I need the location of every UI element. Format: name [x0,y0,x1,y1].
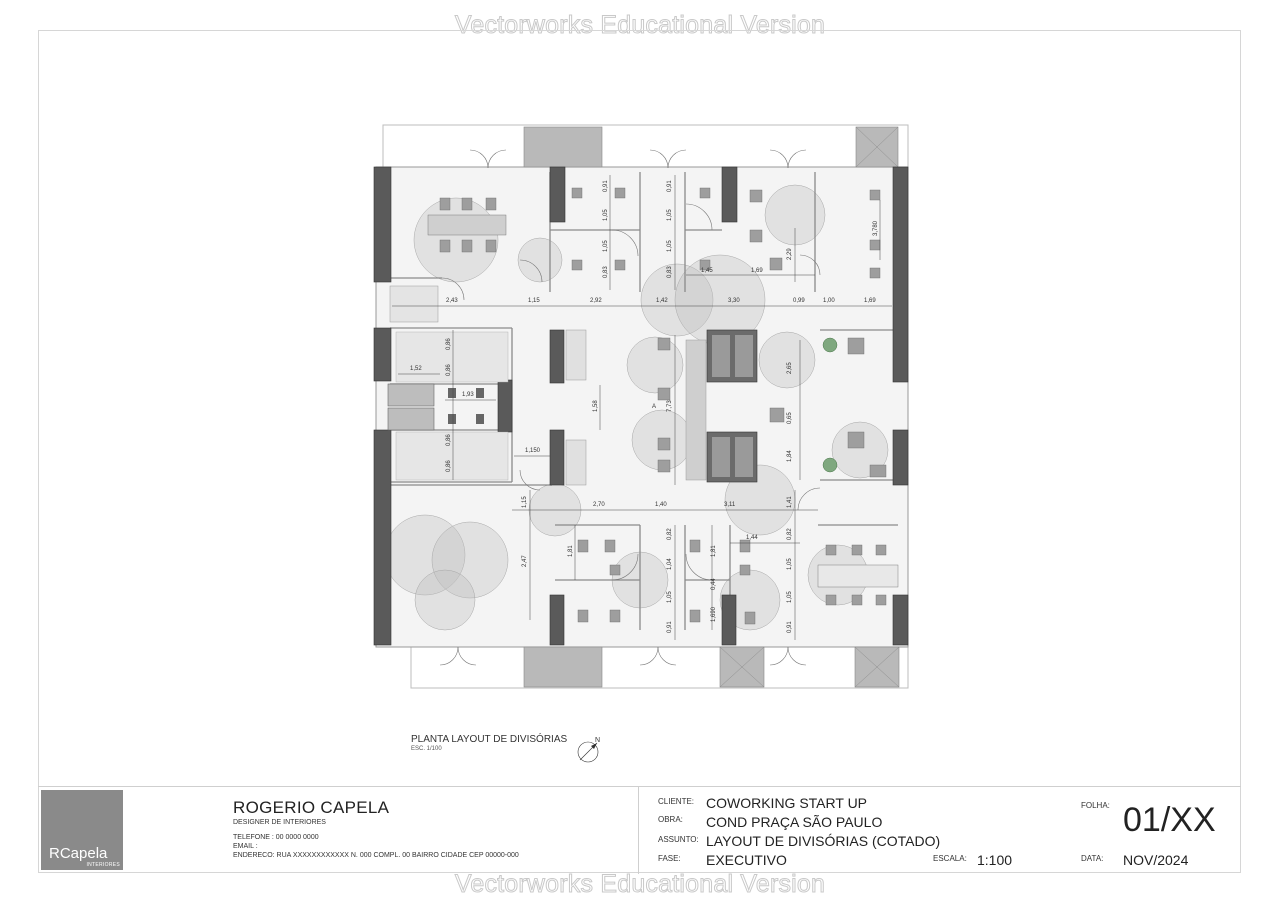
dim-label: 1,41 [787,496,793,508]
folha-value: 01/XX [1123,801,1216,839]
escala-value: 1:100 [977,852,1013,868]
dim-label: 1,05 [603,209,609,221]
logo-text: RCapela [49,845,108,862]
assunto-value: LAYOUT DE DIVISÓRIAS (COTADO) [706,833,941,849]
dim-label: 2,92 [590,298,602,304]
watermark-top: Vectorworks Educational Version [454,11,826,39]
assunto-label: ASSUNTO: [658,835,699,844]
dim-label: 1,05 [667,591,673,603]
dim-label: 0,86 [446,460,452,472]
drawing-caption [411,734,567,752]
dim-label: 1,93 [462,392,474,398]
data-label: DATA: [1081,854,1104,863]
dim-label: 0,83 [603,266,609,278]
dim-label: 2,65 [787,362,793,374]
dim-label: 0,82 [667,528,673,540]
dim-label: 1,05 [667,240,673,252]
dim-label: 0,86 [446,338,452,350]
dim-label: 1,69 [864,298,876,304]
title-block-divider [638,787,639,874]
caption-title: PLANTA LAYOUT DE DIVISÓRIAS [411,734,568,745]
dim-label: 3,11 [724,502,736,508]
data-value: NOV/2024 [1123,852,1189,868]
dim-label: 0,99 [793,298,805,304]
dim-label: 0,91 [667,621,673,633]
obra-label: OBRA: [658,815,683,824]
escala-label: ESCALA: [933,854,967,863]
dim-label: 1,69 [751,268,763,274]
dim-label: 1,690 [711,606,717,622]
fase-label: FASE: [658,854,681,863]
north-label: N [595,737,601,744]
north-arrow-icon [576,736,606,766]
dim-label: 2,43 [446,298,458,304]
caption-scale: ESC. 1/100 [411,746,442,752]
dim-label: 0,91 [787,621,793,633]
logo [41,790,123,870]
dim-label: 1,40 [655,502,667,508]
dim-label: 1,45 [701,268,713,274]
dim-label: 2,47 [522,555,528,567]
dim-label: 1,58 [593,400,599,412]
dim-label: 1,44 [746,535,758,541]
fase-value: EXECUTIVO [706,852,787,868]
dim-label: 2,29 [787,248,793,260]
dim-label: 1,150 [525,448,541,454]
dim-label: 1,05 [667,209,673,221]
dim-label: 3,780 [873,220,879,236]
dim-label: 1,81 [568,545,574,557]
designer-role: DESIGNER DE INTERIORES [233,819,326,826]
watermark-bottom: Vectorworks Educational Version [454,870,826,898]
designer-info [233,798,519,859]
dim-label: 0,65 [787,412,793,424]
dim-label: 0,82 [787,528,793,540]
designer-email: EMAIL : [233,843,258,850]
dim-label: 1,05 [603,240,609,252]
designer-name: ROGERIO CAPELA [233,798,390,817]
obra-value: COND PRAÇA SÃO PAULO [706,814,883,830]
dim-label: 1,42 [656,298,668,304]
logo-sub: INTERIORES [86,862,120,868]
dim-label: 1,05 [787,558,793,570]
dim-label: 2,70 [593,502,605,508]
cliente-label: CLIENTE: [658,797,695,806]
dim-label: 0,91 [603,180,609,192]
dim-label: 1,15 [528,298,540,304]
dim-label: 1,81 [711,545,717,557]
dim-label: 1,05 [787,591,793,603]
dim-label: 0,86 [446,364,452,376]
dim-label: 1,04 [667,558,673,570]
dim-label: 3,30 [728,298,740,304]
folha-label: FOLHA: [1081,801,1110,810]
dim-label: 0,44 [711,578,717,590]
dim-label: 0,91 [667,180,673,192]
dim-label: 1,84 [787,450,793,462]
level-mark: A [652,404,657,410]
dim-label: 1,52 [410,366,422,372]
designer-phone: TELEFONE : 00 0000 0000 [233,834,319,841]
dim-label: 0,83 [667,266,673,278]
cliente-value: COWORKING START UP [706,795,868,811]
dim-label: 7,73 [667,400,673,412]
title-block [38,786,1241,873]
designer-address: ENDERECO: RUA XXXXXXXXXXXX N. 000 COMPL. 00 BAIRRO CIDADE CEP 00000-000 [233,852,519,859]
dim-label: 0,86 [446,434,452,446]
dim-label: 1,15 [522,496,528,508]
dim-label: 1,00 [823,298,835,304]
